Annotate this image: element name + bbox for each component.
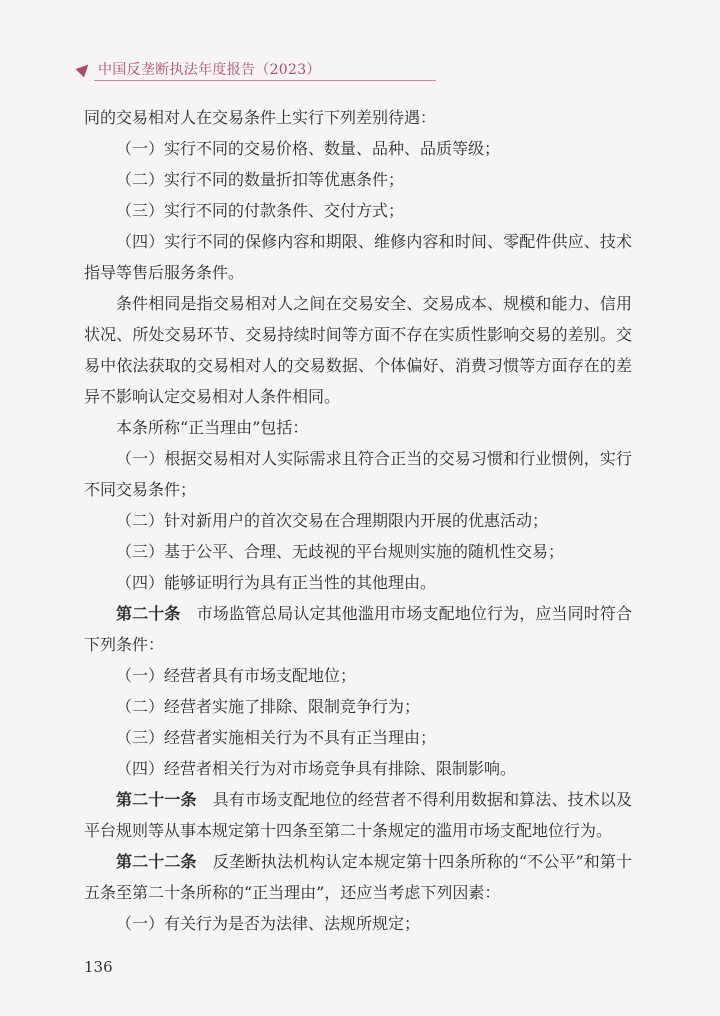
paragraph-text: （二）实行不同的数量折扣等优惠条件； — [116, 170, 405, 189]
running-title: 中国反垄断执法年度报告（2023） — [98, 62, 321, 78]
article-paragraph — [84, 846, 632, 908]
paragraph-text: 市场监管总局认定其他滥用市场支配地位行为，应当同时符合下列条件： — [84, 604, 632, 654]
paragraph-text: （一）经营者具有市场支配地位； — [116, 666, 357, 685]
list-item — [84, 660, 632, 691]
list-item — [84, 567, 632, 598]
paragraph — [84, 288, 632, 412]
article-number: 第二十条 — [116, 604, 181, 623]
header-triangle-icon — [76, 61, 93, 78]
paragraph-text: 同的交易相对人在交易条件上实行下列差别待遇： — [84, 108, 437, 127]
page-number: 136 — [84, 958, 113, 976]
paragraph-text: （三）实行不同的付款条件、交付方式； — [116, 201, 405, 220]
header-rule — [94, 80, 436, 81]
paragraph-text: （三）基于公平、合理、无歧视的平台规则实施的随机性交易； — [116, 542, 565, 561]
list-item — [84, 164, 632, 195]
paragraph — [84, 102, 632, 133]
paragraph-text: （一）实行不同的交易价格、数量、品种、品质等级； — [116, 139, 501, 158]
paragraph-text: （四）实行不同的保修内容和期限、维修内容和时间、零配件供应、技术指导等售后服务条件。 — [84, 232, 632, 282]
article-number: 第二十一条 — [116, 790, 197, 809]
paragraph-text: （三）经营者实施相关行为不具有正当理由； — [116, 728, 437, 747]
paragraph-text: 具有市场支配地位的经营者不得利用数据和算法、技术以及平台规则等从事本规定第十四条至第二十条规定的滥用市场支配地位行为。 — [84, 790, 632, 840]
paragraph-text: （二）针对新用户的首次交易在合理期限内开展的优惠活动； — [116, 511, 549, 530]
article-paragraph — [84, 598, 632, 660]
list-item — [84, 722, 632, 753]
list-item — [84, 691, 632, 722]
list-item — [84, 195, 632, 226]
paragraph — [84, 412, 632, 443]
article-number: 第二十二条 — [116, 852, 197, 871]
paragraph-text: 条件相同是指交易相对人之间在交易安全、交易成本、规模和能力、信用状况、所处交易环节、交易持续时间等方面不存在实质性影响交易的差别。交易中依法获取的交易相对人的交易数据、个体偏好、消费习惯等方面存在的差异不影响认定交易相对人条件相同。 — [84, 294, 632, 406]
list-item — [84, 536, 632, 567]
paragraph-text: （一）根据交易相对人实际需求且符合正当的交易习惯和行业惯例，实行不同交易条件； — [84, 449, 632, 499]
list-item — [84, 908, 632, 939]
list-item — [84, 505, 632, 536]
paragraph-text: （四）能够证明行为具有正当性的其他理由。 — [116, 573, 437, 592]
paragraph-text: （四）经营者相关行为对市场竞争具有排除、限制影响。 — [116, 759, 517, 778]
paragraph-text: （一）有关行为是否为法律、法规所规定； — [116, 914, 421, 933]
paragraph-text: 本条所称“正当理由”包括： — [116, 418, 309, 437]
paragraph-text: 反垄断执法机构认定本规定第十四条所称的“不公平”和第十五条至第二十条所称的“正当理由”，还应当考虑下列因素： — [84, 852, 632, 902]
list-item — [84, 753, 632, 784]
body-text — [84, 102, 632, 939]
running-header — [78, 56, 438, 82]
list-item — [84, 226, 632, 288]
article-paragraph — [84, 784, 632, 846]
list-item — [84, 133, 632, 164]
list-item — [84, 443, 632, 505]
paragraph-text: （二）经营者实施了排除、限制竞争行为； — [116, 697, 421, 716]
